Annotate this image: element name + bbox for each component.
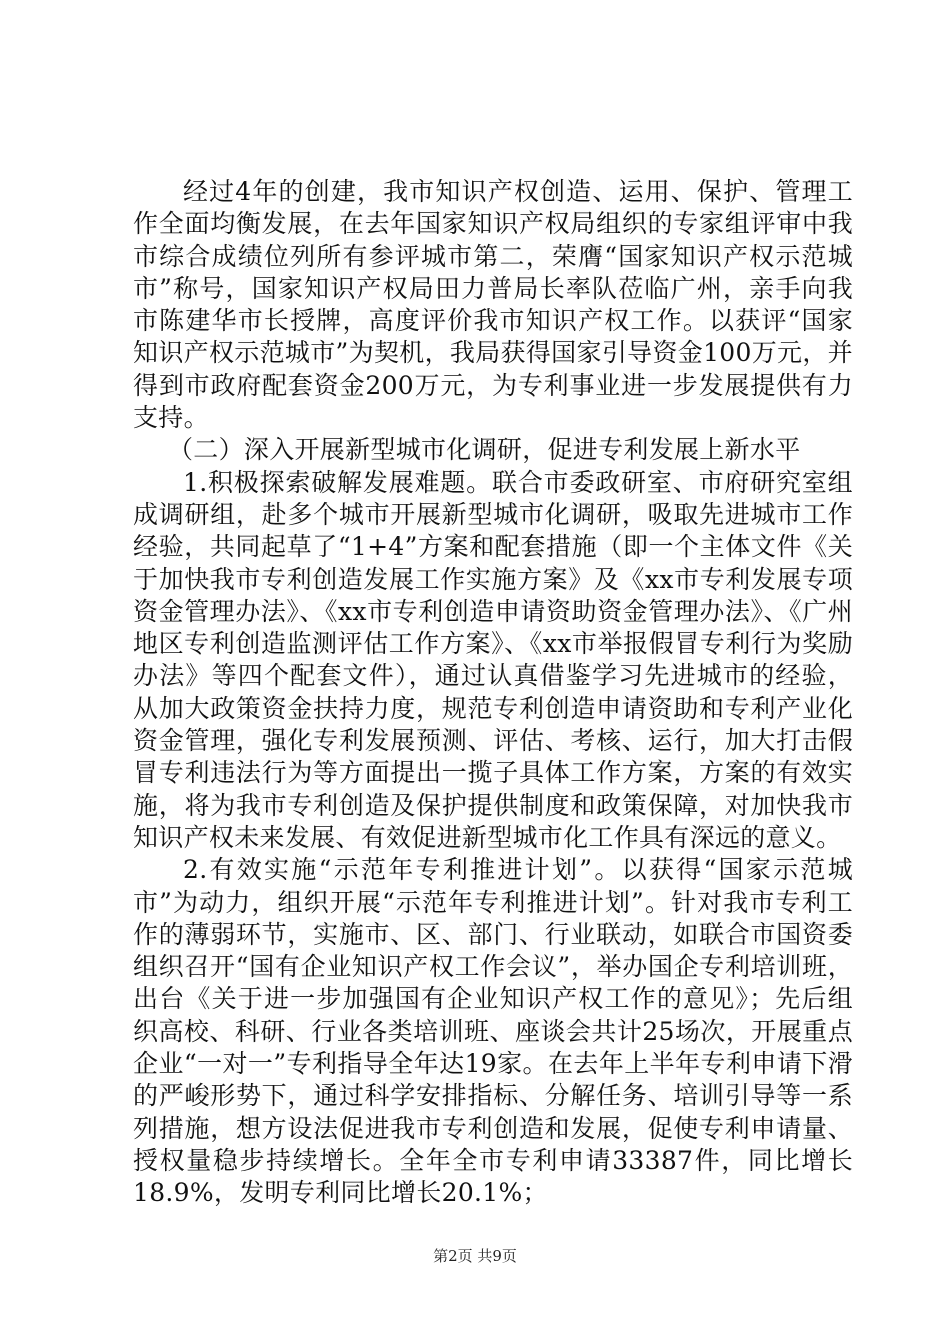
paragraph-item-1: 1.积极探索破解发展难题。联合市委政研室、市府研究室组成调研组，赴多个城市开展新型城市化调研，吸取先进城市工作经验，共同起草了“1+4”方案和配套措施（即一个主体文件《关于加快我市专利创造发展工作实施方案》及《xx市专利发展专项资金管理办法》、《xx市专利创造申请资助资金管理办法》、《广州地区专利创造监测评估工作方案》、《xx市举报假冒专利行为奖励办法》等四个配套文件），通过认真借鉴学习先进城市的经验，从加大政策资金扶持力度，规范专利创造申请资助和专利产业化资金管理，强化专利发展预测、评估、考核、运行，加大打击假冒专利违法行为等方面提出一揽子具体工作方案，方案的有效实施，将为我市专利创造及保护提供制度和政策保障，对加快我市知识产权未来发展、有效促进新型城市化工作具有深远的意义。 <box>133 467 853 852</box>
document-body <box>133 176 853 1210</box>
section-heading-2: （二）深入开展新型城市化调研，促进专利发展上新水平 <box>168 435 801 465</box>
page-footer: 第2页 共9页 <box>433 1247 517 1265</box>
paragraph-achievement: 经过4年的创建，我市知识产权创造、运用、保护、管理工作全面均衡发展，在去年国家知识产权局组织的专家组评审中我市综合成绩位列所有参评城市第二，荣膺“国家知识产权示范城市”称号，国家知识产权局田力普局长率队莅临广州，亲手向我市陈建华市长授牌，高度评价我市知识产权工作。以获评“国家知识产权示范城市”为契机，我局获得国家引导资金100万元，并得到市政府配套资金200万元，为专利事业进一步发展提供有力支持。 <box>133 177 853 433</box>
paragraph-item-2: 2.有效实施“示范年专利推进计划”。以获得“国家示范城市”为动力，组织开展“示范年专利推进计划”。针对我市专利工作的薄弱环节，实施市、区、部门、行业联动，如联合市国资委组织召开“国有企业知识产权工作会议”，举办国企专利培训班，出台《关于进一步加强国有企业知识产权工作的意见》；先后组织高校、科研、行业各类培训班、座谈会共计25场次，开展重点企业“一对一”专利指导全年达19家。在去年上半年专利申请下滑的严峻形势下，通过科学安排指标、分解任务、培训引导等一系列措施，想方设法促进我市专利创造和发展，促使专利申请量、授权量稳步持续增长。全年全市专利申请33387件，同比增长18.9%，发明专利同比增长20.1%； <box>133 855 853 1208</box>
